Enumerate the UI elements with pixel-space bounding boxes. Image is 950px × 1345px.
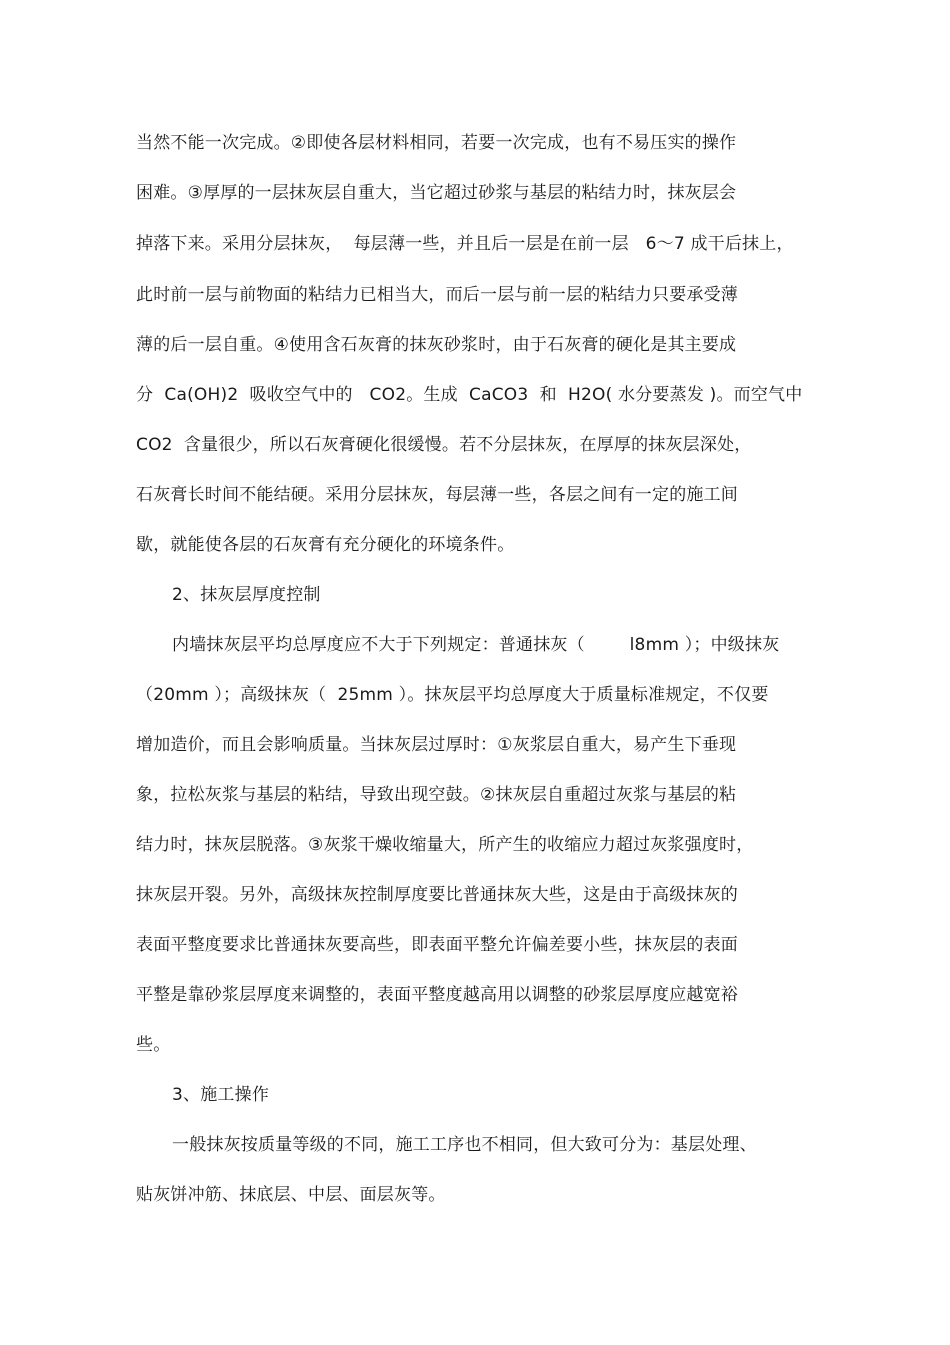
- text-line: 平整是靠砂浆层厚度来调整的，表面平整度越高用以调整的砂浆层厚度应越宽裕: [136, 985, 738, 1005]
- section-heading: 2、抹灰层厚度控制: [172, 585, 321, 605]
- text-line: 表面平整度要求比普通抹灰要高些，即表面平整允许偏差要小些，抹灰层的表面: [136, 935, 738, 955]
- text-line: 增加造价，而且会影响质量。当抹灰层过厚时：①灰浆层自重大，易产生下垂现: [136, 735, 737, 755]
- text-line: 象，拉松灰浆与基层的粘结，导致出现空鼓。②抹灰层自重超过灰浆与基层的粘: [136, 785, 737, 805]
- text-line: 内墙抹灰层平均总厚度应不大于下列规定：普通抹灰（ l8mm ）；中级抹灰: [172, 635, 780, 655]
- text-line: 石灰膏长时间不能结硬。采用分层抹灰，每层薄一些，各层之间有一定的施工间: [136, 485, 738, 505]
- text-line: 薄的后一层自重。④使用含石灰膏的抹灰砂浆时，由于石灰膏的硬化是其主要成: [136, 335, 737, 355]
- text-line: 困难。③厚厚的一层抹灰层自重大，当它超过砂浆与基层的粘结力时，抹灰层会: [136, 183, 737, 203]
- text-line: 当然不能一次完成。②即使各层材料相同，若要一次完成，也有不易压实的操作: [136, 133, 737, 153]
- text-line: 歇，就能使各层的石灰膏有充分硬化的环境条件。: [136, 535, 515, 555]
- text-line: 抹灰层开裂。另外，高级抹灰控制厚度要比普通抹灰大些，这是由于高级抹灰的: [136, 885, 738, 905]
- text-line: 些。: [136, 1035, 171, 1055]
- text-line: 掉落下来。采用分层抹灰， 每层薄一些，并且后一层是在前一层 6～7 成干后抹上，: [136, 234, 794, 254]
- text-line: 结力时，抹灰层脱落。③灰浆干燥收缩量大，所产生的收缩应力超过灰浆强度时，: [136, 835, 754, 855]
- text-line: （20mm ）；高级抹灰（ 25mm ）。抹灰层平均总厚度大于质量标准规定，不仅要: [136, 685, 769, 705]
- text-line: 分 Ca(OH)2 吸收空气中的 CO2。生成 CaCO3 和 H2O( 水分要蒸发 )。而空气中: [136, 385, 803, 405]
- text-line: 此时前一层与前物面的粘结力已相当大，而后一层与前一层的粘结力只要承受薄: [136, 285, 738, 305]
- text-line: 一般抹灰按质量等级的不同，施工工序也不相同，但大致可分为：基层处理、: [172, 1135, 757, 1155]
- text-line: 贴灰饼冲筋、抹底层、中层、面层灰等。: [136, 1185, 446, 1205]
- text-line: CO2 含量很少，所以石灰膏硬化很缓慢。若不分层抹灰，在厚厚的抹灰层深处，: [136, 435, 752, 455]
- section-heading: 3、施工操作: [172, 1085, 270, 1105]
